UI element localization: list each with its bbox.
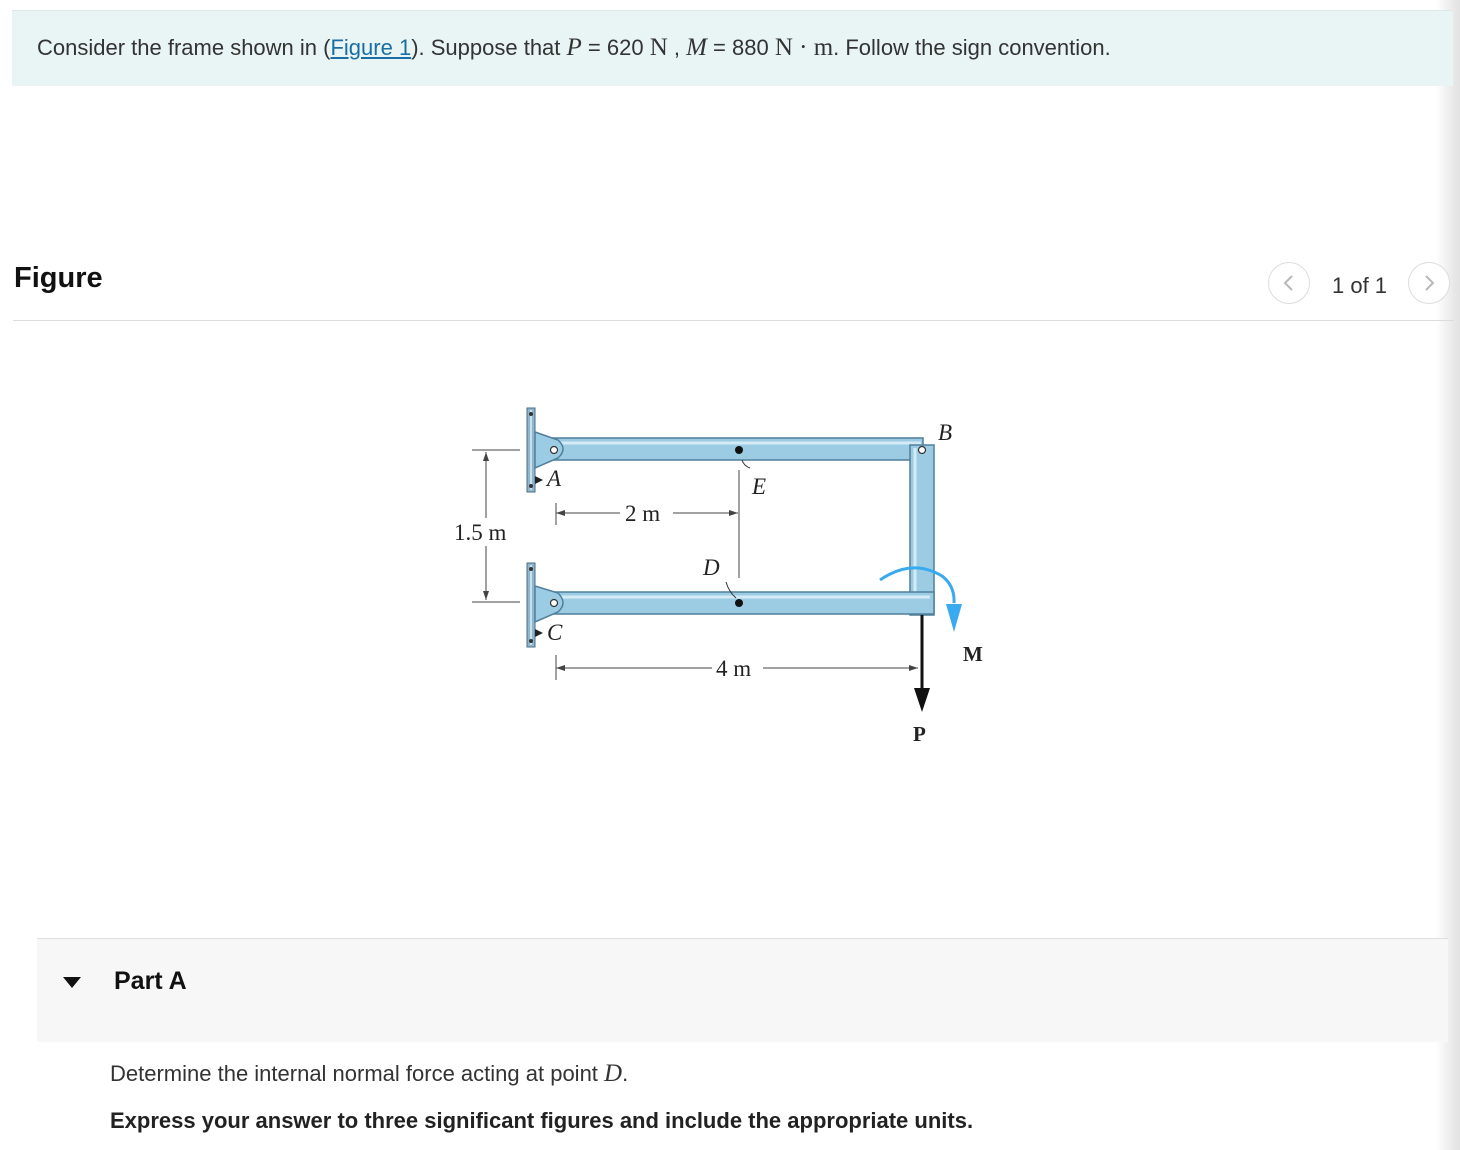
p-value: = 620 [581, 35, 650, 60]
load-p-arrowhead [914, 688, 930, 712]
p-symbol: P [566, 34, 582, 61]
pin-a [551, 447, 558, 454]
part-a-title: Part A [114, 967, 187, 995]
question-symbol: D [604, 1060, 623, 1087]
figure-pager [1268, 262, 1458, 306]
intro-mid: ). Suppose that [411, 35, 567, 60]
question-prefix: Determine the internal normal force acting at point [110, 1061, 605, 1086]
m-unit: N · m [774, 34, 834, 61]
point-d-marker [735, 599, 743, 607]
load-p-label: P [913, 722, 926, 746]
next-figure-button[interactable] [1408, 262, 1450, 304]
wall-support-c [527, 563, 535, 647]
label-c: C [547, 620, 563, 645]
leader-e [742, 460, 750, 468]
m-value: = 880 [706, 35, 775, 60]
chevron-left-icon [1281, 274, 1297, 292]
intro-suffix: . Follow the sign convention. [833, 35, 1111, 60]
caret-down-icon [63, 977, 81, 988]
m-symbol: M [686, 34, 707, 61]
moment-m-arrowhead [946, 604, 962, 632]
label-c-marker [535, 629, 543, 637]
figure-divider [13, 320, 1454, 321]
previous-figure-button[interactable] [1268, 262, 1310, 304]
answer-instruction: Express your answer to three significant figures and include the appropriate units. [110, 1108, 974, 1133]
problem-statement [12, 10, 1453, 86]
intro-prefix: Consider the frame shown in ( [37, 35, 331, 60]
question-text [110, 1060, 628, 1088]
p-unit: N [649, 34, 668, 61]
dimension-lines [472, 450, 918, 680]
label-a: A [547, 466, 562, 491]
part-a-header[interactable] [37, 938, 1448, 1042]
dimension-1-5m: 1.5 m [454, 520, 507, 545]
label-b: B [938, 420, 953, 445]
label-a-marker [535, 476, 543, 484]
chevron-right-icon [1421, 274, 1437, 292]
label-e: E [752, 474, 767, 499]
intro-comma: , [667, 35, 687, 60]
pin-c [551, 600, 558, 607]
figure-heading: Figure [14, 262, 103, 294]
moment-m-label: M [963, 642, 983, 666]
wall-support-a [527, 408, 535, 492]
question-suffix: . [622, 1061, 629, 1086]
dimension-2m: 2 m [625, 501, 661, 526]
figure-link[interactable]: Figure 1 [330, 35, 412, 60]
pin-b [919, 447, 926, 454]
label-d: D [703, 555, 720, 580]
pager-count: 1 of 1 [1332, 273, 1388, 298]
frame-diagram [440, 400, 1020, 760]
point-e-marker [735, 446, 743, 454]
dimension-4m: 4 m [716, 656, 752, 681]
